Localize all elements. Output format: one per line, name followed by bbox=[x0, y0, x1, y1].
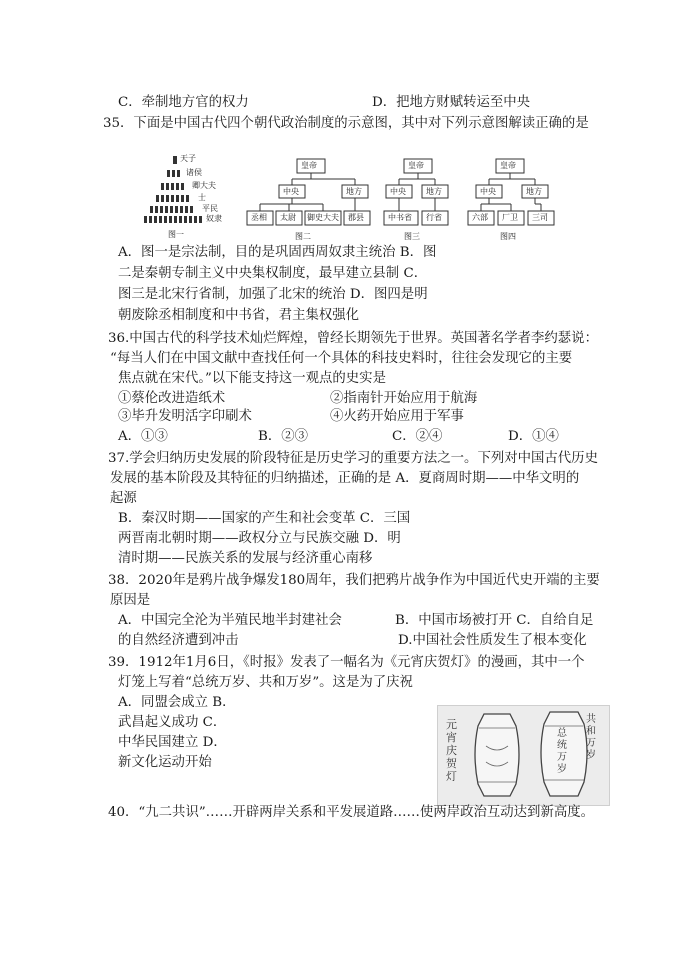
q36-option-d: D．①④ bbox=[508, 429, 559, 444]
fig2-mid-local: 地方 bbox=[346, 187, 362, 196]
q39-option-a: A．同盟会成立 B． bbox=[118, 695, 236, 710]
q38-option-d: D.中国社会性质发生了根本变化 bbox=[398, 633, 587, 648]
fig4-bottom-2: 厂卫 bbox=[502, 213, 518, 222]
figure-3-song-yuan-system bbox=[380, 158, 460, 246]
fig4-mid-central: 中央 bbox=[480, 187, 496, 196]
q39-option-b: 武昌起义成功 C． bbox=[118, 715, 227, 730]
q36-item-1: ①蔡伦改进造纸术 bbox=[118, 391, 226, 406]
q36-item-2: ②指南针开始应用于航海 bbox=[330, 391, 478, 406]
q37-line-2: 发展的基本阶段及其特征的归纳描述，正确的是 A．夏商周时期——中华文明的 bbox=[110, 471, 580, 486]
fig1-level-3: 卿大夫 bbox=[192, 181, 216, 190]
fig2-top: 皇帝 bbox=[301, 161, 317, 170]
q38-option-bc: B．中国市场被打开 C．自给自足 bbox=[395, 613, 594, 628]
q35-stem: 35．下面是中国古代四个朝代政治制度的示意图，其中对下列示意图解读正确的是 bbox=[103, 116, 589, 131]
fig2-caption: 图二 bbox=[295, 232, 311, 241]
q38-line-1: 38．2020年是鸦片战争爆发180周年，我们把鸦片战争作为中国近代史开端的主要 bbox=[108, 573, 600, 588]
q37-line-3: 起源 bbox=[110, 491, 137, 506]
q39-line-1: 39．1912年1月6日，《时报》发表了一幅名为《元宵庆贺灯》的漫画，其中一个 bbox=[108, 655, 585, 670]
figure-2-qin-system bbox=[245, 158, 375, 246]
fig4-bottom-3: 三司 bbox=[532, 213, 548, 222]
q37-line-5: 两晋南北朝时期——政权分立与民族交融 D．明 bbox=[118, 531, 401, 546]
q34-option-c: C．牵制地方官的权力 bbox=[118, 95, 249, 110]
fig1-level-4: 士 bbox=[198, 193, 206, 202]
q36-line-1: 36.中国古代的科学技术灿烂辉煌，曾经长期领先于世界。英国著名学者李约瑟说： bbox=[108, 331, 598, 346]
q35-line-4: 朝废除丞相制度和中书省，君主集权强化 bbox=[118, 308, 360, 323]
q38-line-2: 原因是 bbox=[110, 593, 151, 608]
q35-line-2: 二是秦朝专制主义中央集权制度，最早建立县制 C． bbox=[118, 266, 428, 281]
q36-item-4: ④火药开始应用于军事 bbox=[330, 409, 464, 424]
q37-line-4: B．秦汉时期——国家的产生和社会变革 C．三国 bbox=[118, 511, 411, 526]
fig2-bottom-4: 郡县 bbox=[348, 213, 364, 222]
q38-option-c-tail: 的自然经济遭到冲击 bbox=[118, 633, 239, 648]
fig4-top: 皇帝 bbox=[500, 161, 516, 170]
cartoon-title: 元宵庆贺灯 bbox=[446, 718, 457, 783]
q37-line-1: 37.学会归纳历史发展的阶段特征是历史学习的重要方法之一。下列对中国古代历史 bbox=[108, 451, 598, 466]
cartoon-lantern-president: 总统万岁 bbox=[557, 728, 567, 775]
fig1-level-6: 奴隶 bbox=[206, 214, 222, 223]
fig3-bottom-1: 中书省 bbox=[388, 213, 412, 222]
q37-line-6: 清时期——民族关系的发展与经济重心南移 bbox=[118, 551, 373, 566]
figure-1-pyramid bbox=[140, 150, 240, 246]
fig3-caption: 图三 bbox=[404, 232, 420, 241]
fig3-mid-central: 中央 bbox=[390, 187, 406, 196]
fig2-mid-central: 中央 bbox=[283, 187, 299, 196]
fig3-top: 皇帝 bbox=[408, 161, 424, 170]
fig2-bottom-1: 丞相 bbox=[251, 213, 267, 222]
fig2-bottom-3: 御史大夫 bbox=[307, 213, 339, 222]
cartoon-lantern-republic: 共和万岁 bbox=[586, 714, 596, 761]
q38-option-a: A．中国完全沦为半殖民地半封建社会 bbox=[118, 613, 342, 628]
q36-option-a: A．①③ bbox=[118, 429, 168, 444]
fig3-mid-local: 地方 bbox=[426, 187, 442, 196]
q39-option-d: 新文化运动开始 bbox=[118, 755, 212, 770]
fig4-bottom-1: 六部 bbox=[472, 213, 488, 222]
fig1-level-2: 诸侯 bbox=[186, 168, 202, 177]
fig1-level-1: 天子 bbox=[180, 154, 196, 163]
q35-line-1: A．图一是宗法制，目的是巩固西周奴隶主统治 B．图 bbox=[118, 245, 437, 260]
q36-option-c: C．②④ bbox=[392, 429, 443, 444]
fig4-caption: 图四 bbox=[500, 232, 516, 241]
fig3-bottom-2: 行省 bbox=[426, 213, 442, 222]
fig1-caption: 图一 bbox=[168, 230, 184, 239]
q35-line-3: 图三是北宋行省制，加强了北宋的统治 D．图四是明 bbox=[118, 287, 428, 302]
q39-line-2: 灯笼上写着“总统万岁、共和万岁”。这是为了庆祝 bbox=[118, 675, 413, 690]
q40-line: 40．“九二共识”……开辟两岸关系和平发展道路……使两岸政治互动达到新高度。 bbox=[108, 805, 595, 820]
q39-option-c: 中华民国建立 D． bbox=[118, 735, 227, 750]
fig4-mid-local: 地方 bbox=[526, 187, 542, 196]
fig1-level-5: 平民 bbox=[202, 204, 218, 213]
q36-option-b: B．②③ bbox=[258, 429, 309, 444]
figure-4-ming-system bbox=[466, 158, 566, 246]
q34-option-d: D．把地方财赋转运至中央 bbox=[372, 95, 531, 110]
q36-item-3: ③毕升发明活字印刷术 bbox=[118, 409, 252, 424]
fig2-bottom-2: 太尉 bbox=[280, 213, 296, 222]
q36-line-3: 焦点就在宋代。”以下能支持这一观点的史实是 bbox=[118, 371, 386, 386]
q36-line-2: “每当人们在中国文献中查找任何一个具体的科技史料时，往往会发现它的主要 bbox=[110, 351, 573, 366]
lantern-cartoon bbox=[437, 705, 610, 806]
